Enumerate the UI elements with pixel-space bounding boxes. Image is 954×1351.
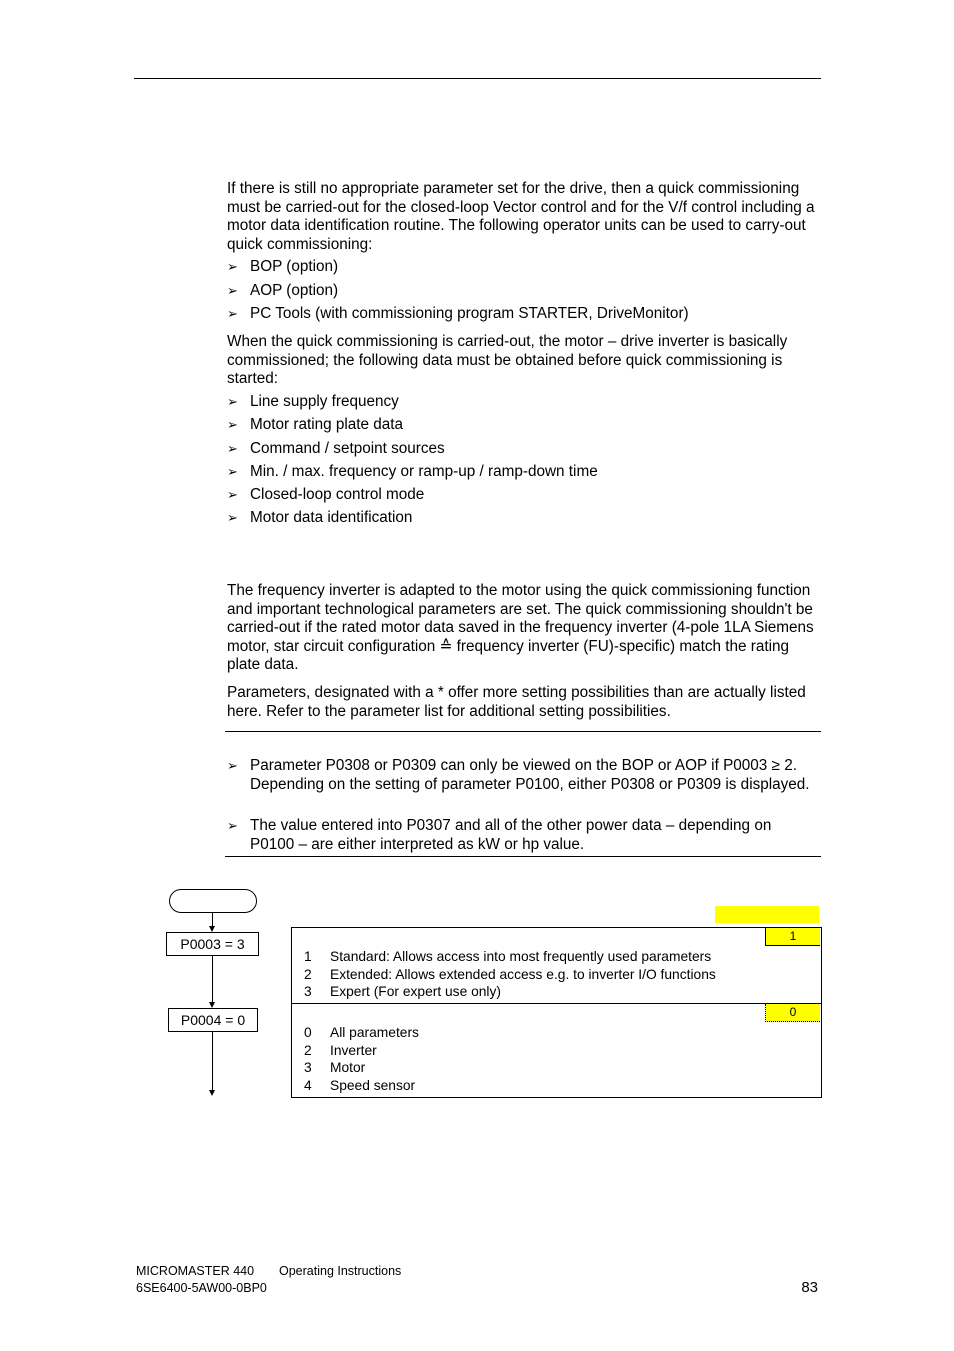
footer-doc-type: Operating Instructions xyxy=(279,1264,402,1278)
option-row: 3 Motor xyxy=(304,1060,366,1075)
bullet-arrow-icon: ➢ xyxy=(227,510,238,525)
flow-connector xyxy=(212,1032,213,1090)
flow-step-p0004: P0004 = 0 xyxy=(168,1008,258,1032)
bullet-arrow-icon: ➢ xyxy=(227,758,238,773)
option-row: 2 Extended: Allows extended access e.g. to inverter I/O functions xyxy=(304,966,716,982)
bullet-arrow-icon: ➢ xyxy=(227,464,238,479)
option-row: 0 All parameters xyxy=(304,1025,419,1040)
option-row: 2 Inverter xyxy=(304,1042,377,1058)
bullet-arrow-icon: ➢ xyxy=(227,441,238,456)
list-item: ➢ PC Tools (with commissioning program STARTER, DriveMonitor) xyxy=(227,305,689,322)
footer-order-number: 6SE6400-5AW00-0BP0 xyxy=(136,1281,267,1295)
p0004-default-value: 0 xyxy=(765,1004,820,1022)
option-row: 4 Speed sensor xyxy=(304,1077,416,1093)
note-item: ➢ Parameter P0308 or P0309 can only be viewed on the BOP or AOP if P0003 ≥ 2. Depending on the setting of parameter P0100, either P0308 or P0309 is displayed. xyxy=(227,757,810,793)
bullet-arrow-icon: ➢ xyxy=(227,259,238,274)
option-row: 3 Expert (For expert use only) xyxy=(304,984,501,999)
option-row: 1 Standard: Allows access into most frequently used parameters xyxy=(304,949,712,964)
list-item: ➢ Motor data identification xyxy=(227,509,413,526)
arrow-down-icon xyxy=(209,1090,215,1096)
bullet-arrow-icon: ➢ xyxy=(227,306,238,321)
p0003-default-value: 1 xyxy=(765,928,820,946)
list-item: ➢ Closed-loop control mode xyxy=(227,486,425,503)
note-top-rule xyxy=(225,731,821,732)
p0004-options xyxy=(304,1024,419,1094)
flow-connector xyxy=(212,956,213,1002)
p0003-options xyxy=(304,948,716,1001)
prerequisites-paragraph: When the quick commissioning is carried-out, the motor – drive inverter is basically commissioned; the following data must be obtained before quick commissioning is started: xyxy=(227,333,788,387)
flow-step-p0003: P0003 = 3 xyxy=(166,932,259,956)
flow-start-terminal xyxy=(169,889,257,913)
bullet-arrow-icon: ➢ xyxy=(227,818,238,833)
flow-connector xyxy=(212,912,213,927)
header-rule xyxy=(134,78,821,79)
list-item: ➢ Line supply frequency xyxy=(227,393,399,410)
list-item: ➢ AOP (option) xyxy=(227,282,339,299)
bullet-arrow-icon: ➢ xyxy=(227,417,238,432)
bullet-arrow-icon: ➢ xyxy=(227,487,238,502)
list-item: ➢ Command / setpoint sources xyxy=(227,440,445,457)
parameter-divider xyxy=(291,1003,821,1004)
footer-product: MICROMASTER 440 xyxy=(136,1264,255,1278)
list-item: ➢ BOP (option) xyxy=(227,258,339,275)
note-item: ➢ The value entered into P0307 and all of the other power data – depending on P0100 – are either interpreted as kW or hp value. xyxy=(227,817,772,853)
parameters-note-paragraph: Parameters, designated with a * offer more setting possibilities than are actually listed here. Refer to the parameter list for additional setting possibilities. xyxy=(227,684,806,720)
list-item: ➢ Motor rating plate data xyxy=(227,416,404,433)
intro-paragraph: If there is still no appropriate parameter set for the drive, then a quick commissioning must be carried-out for the closed-loop Vector control and for the V/f control including a motor data identification routine. The following operator units can be used to carry-out quick commissioning: xyxy=(227,180,815,253)
page-number: 83 xyxy=(801,1279,818,1296)
list-item: ➢ Min. / max. frequency or ramp-up / ramp-down time xyxy=(227,463,598,480)
bullet-arrow-icon: ➢ xyxy=(227,394,238,409)
highlight-bar xyxy=(715,906,819,923)
quick-commissioning-paragraph: The frequency inverter is adapted to the motor using the quick commissioning function and important technological parameters are set. The quick commissioning shouldn't be carried-out if the rated motor data saved in the frequency inverter (4-pole 1LA Siemens motor, star circuit configuration ≙ frequency inverter (FU)-specific) match the rating plate data. xyxy=(227,582,814,673)
note-bottom-rule xyxy=(225,856,821,857)
bullet-arrow-icon: ➢ xyxy=(227,283,238,298)
